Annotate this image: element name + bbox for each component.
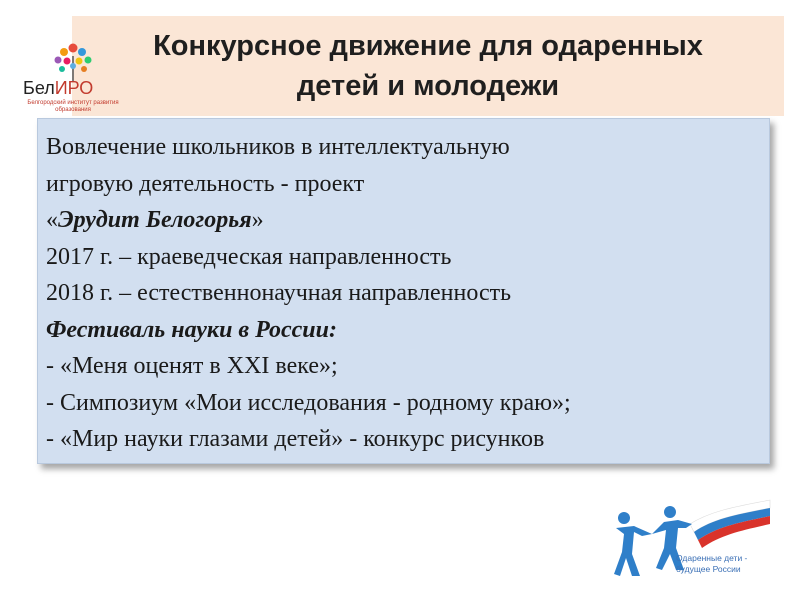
content-line-9: - «Мир науки глазами детей» - конкурс рисунков	[46, 426, 545, 452]
slide-title	[72, 26, 784, 106]
project-name: Эрудит Белогорья	[58, 207, 252, 233]
content-box	[37, 118, 770, 464]
content-line-3: «Эрудит Белогорья»	[46, 207, 264, 233]
beliro-subtitle: Белгородский институт развития образования	[27, 100, 119, 113]
content-line-7: - «Меня оценят в XXI веке»;	[46, 353, 338, 379]
content-line-4: 2017 г. – краеведческая направленность	[46, 243, 452, 270]
content-line-6: Фестиваль науки в России:	[46, 316, 337, 343]
content-line-5: 2018 г. – естественнонаучная направленность	[46, 280, 512, 306]
content-line-2: игровую деятельность - проект	[46, 170, 365, 197]
beliro-wordmark: БелИРО	[23, 78, 94, 98]
title-line-1: Конкурсное движение для одаренных	[153, 30, 703, 62]
content-line-1: Вовлечение школьников в интеллектуальную	[46, 134, 510, 160]
title-line-2: детей и молодежи	[296, 70, 560, 102]
content-line-8: - Симпозиум «Мои исследования - родному краю»;	[46, 389, 571, 416]
gifted-children-caption: Одаренные дети - будущее России	[676, 553, 748, 574]
